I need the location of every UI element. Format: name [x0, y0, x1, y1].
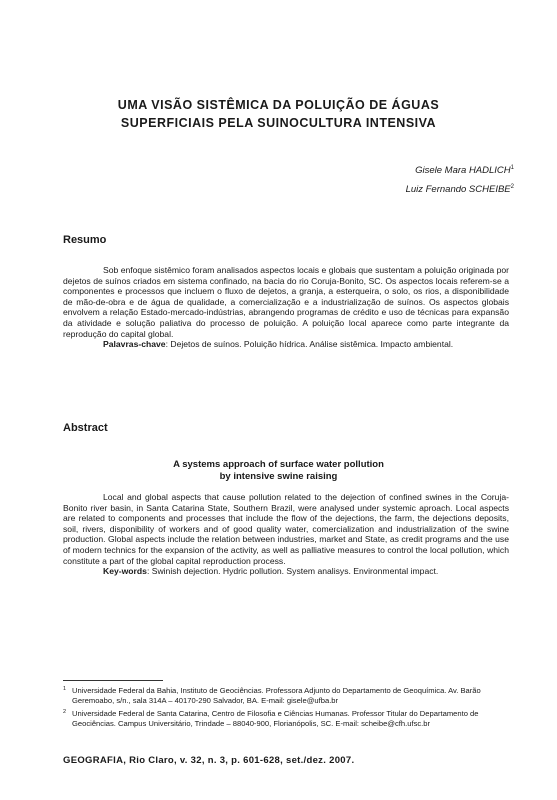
- resumo-heading: Resumo: [63, 234, 107, 246]
- keywords-label: Palavras-chave: [103, 339, 166, 350]
- journal-citation: GEOGRAFIA, Rio Claro, v. 32, n. 3, p. 601-628, set./dez. 2007.: [63, 755, 355, 766]
- abstract-section: [63, 492, 509, 577]
- author-name: Gisele Mara HADLICH: [415, 165, 511, 177]
- resumo-paragraph: Sob enfoque sistêmico foram analisados aspectos locais e globais que sustentam a poluição originada por dejetos de suínos criados em sistema confinado, na bacia do rio Coruja-Bonito, SC. Os aspectos locais referem-se a componentes e processos que incluem o fluxo de dejetos, a granja, a esterqueira, o solo, os rios, a disponibilidade de mão-de-obra e de água de qualidade, a comercialização e a industrialização de suínos. Os aspectos globais envolvem a relação Estado-mercado-indústrias, abrangendo programas de crédito e uso de técnicas para expansão da atividade e solução paliativa do processo de poluição. A poluição local aparece como parte integrante da reprodução do capital global.: [63, 265, 509, 339]
- abstract-paragraph: Local and global aspects that cause pollution related to the dejection of confined swines in the Coruja-Bonito river basin, in Santa Catarina State, Southern Brazil, were analysed under systemic aproach. Local aspects are related to components and processes that include the flow of the dejections, the farm, the dejections deposits, soil, rivers, disponibility of workers and of good quality water, comercialization and industrialization of the swine production. Global aspects include the relation between industries, market and State, as credit programs and the use of modern technics for the expansion of the activity, as well as palliative measures to control the local pollution, which constitute a part of the global capital reproduction process.: [63, 492, 509, 566]
- author-list: [406, 160, 514, 198]
- title-line-2: SUPERFICIAIS PELA SUINOCULTURA INTENSIVA: [120, 116, 437, 130]
- footnote-marker: 1: [510, 165, 514, 171]
- resumo-keywords: [63, 339, 509, 350]
- keywords-text: : Dejetos de suínos. Poluição hídrica. Análise sistêmica. Impacto ambiental.: [165, 339, 454, 350]
- abstract-heading: Abstract: [63, 422, 108, 434]
- footnote-divider: [63, 680, 163, 681]
- footnote-text: Universidade Federal da Bahia, Instituto de Geociências. Professora Adjunto do Departamento de Geoquímica. Av. Barão Geremoabo, s/n., sala 314A – 40170-290 Salvador, BA. E-mail: gisele@ufba.br: [72, 686, 481, 705]
- footnote-2: [63, 709, 513, 728]
- abstract-title: [0, 459, 557, 483]
- footnote-text: Universidade Federal de Santa Catarina, Centro de Filosofia e Ciências Humanas. Professor Titular do Departamento de Geociências. Campus Universitário, Trindade – 88040-900, Florianópolis, SC. E-mail: scheibe@cfh.ufsc.br: [72, 709, 479, 728]
- footnote-number: 2: [63, 709, 67, 715]
- author-2: [406, 179, 514, 198]
- abstract-title-line-1: A systems approach of surface water pollution: [173, 459, 384, 470]
- footnote-1: [63, 686, 513, 705]
- footnote-number: 1: [63, 686, 67, 692]
- author-1: [406, 160, 514, 179]
- keywords-label: Key-words: [103, 566, 147, 577]
- footnote-marker: 2: [510, 184, 514, 191]
- paper-title: [0, 96, 557, 132]
- keywords-text: : Swinish dejection. Hydric pollution. System analisys. Environmental impact.: [146, 566, 439, 577]
- title-line-1: UMA VISÃO SISTÊMICA DA POLUIÇÃO DE ÁGUAS: [117, 98, 440, 112]
- author-name: Luiz Fernando SCHEIBE: [405, 184, 511, 196]
- resumo-section: [63, 265, 509, 350]
- abstract-title-line-2: by intensive swine raising: [219, 471, 338, 482]
- abstract-keywords: [63, 566, 509, 577]
